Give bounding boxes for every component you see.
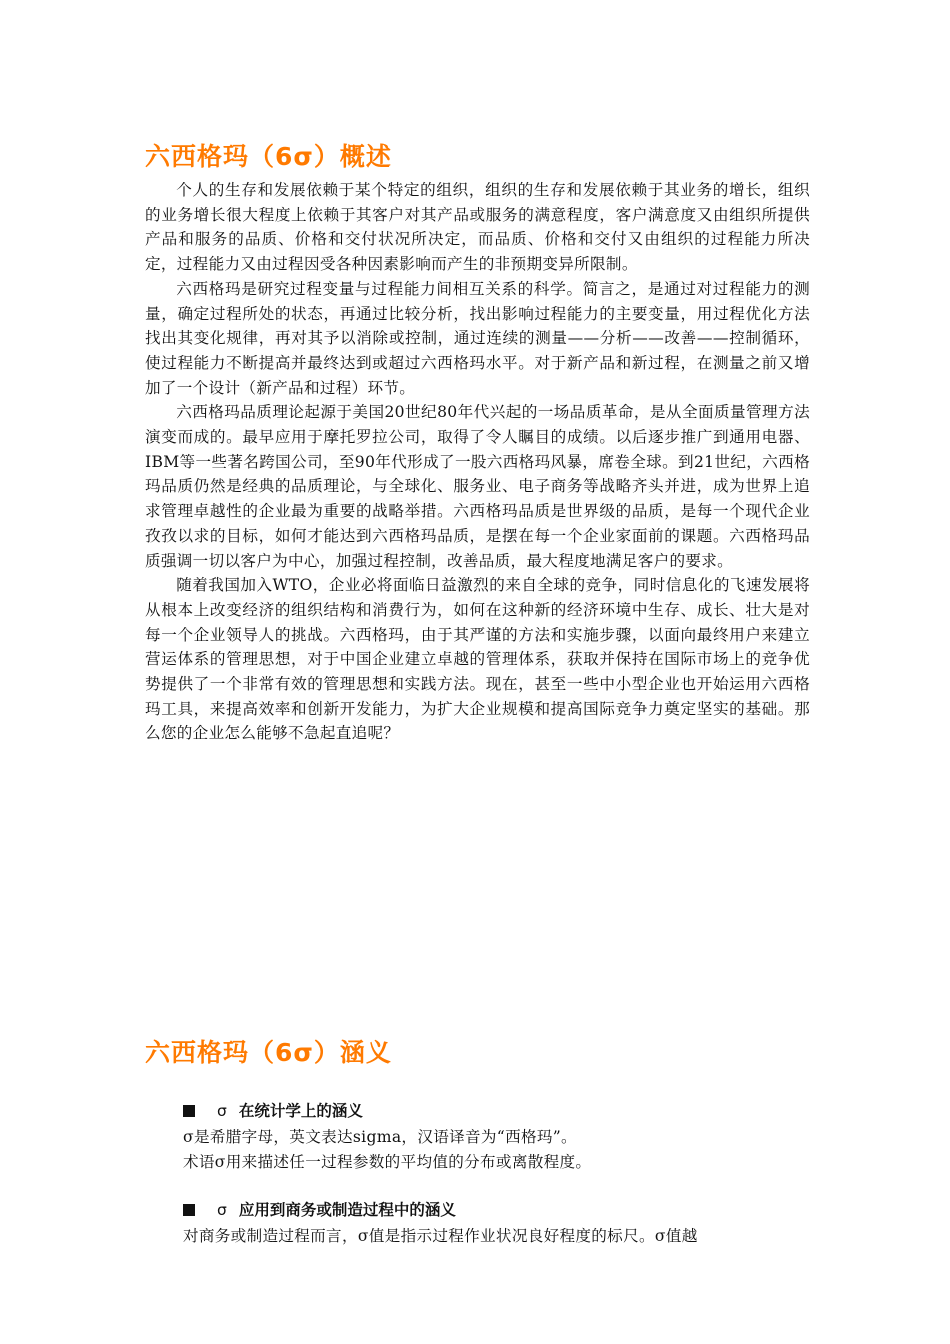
- heading-text: 应用到商务或制造过程中的涵义: [238, 1201, 456, 1219]
- text-line: 对商务或制造过程而言，σ值是指示过程作业状况良好程度的标尺。σ值越: [183, 1227, 698, 1245]
- sigma-symbol: σ: [217, 1102, 227, 1120]
- text-line: σ是希腊字母，英文表达sigma，汉语译音为“西格玛”。: [183, 1128, 577, 1146]
- overview-body: [145, 178, 810, 746]
- section-title-meaning: 六西格玛（6σ）涵义: [145, 1038, 392, 1067]
- paragraph: 随着我国加入WTO，企业必将面临日益激烈的来自全球的竞争，同时信息化的飞速发展将从根本上改变经济的组织结构和消费行为，如何在这种新的经济环境中生存、成长、壮大是对每一个企业领导人的挑战。六西格玛，由于其严谨的方法和实施步骤，以面向最终用户来建立营运体系的管理思想，对于中国企业建立卓越的管理体系，获取并保持在国际市场上的竞争优势提供了一个非常有效的管理思想和实践方法。现在，甚至一些中小型企业也开始运用六西格玛工具，来提高效率和创新开发能力，为扩大企业规模和提高国际竞争力奠定坚实的基础。那么您的企业怎么能够不急起直追呢？: [145, 576, 810, 743]
- bullet-heading-statistics: [183, 1099, 363, 1121]
- paragraph: 个人的生存和发展依赖于某个特定的组织，组织的生存和发展依赖于其业务的增长，组织的业务增长很大程度上依赖于其客户对其产品或服务的满意程度，客户满意度又由组织所提供产品和服务的品质、价格和交付状况所决定，而品质、价格和交付又由组织的过程能力所决定，过程能力又由过程因受各种因素影响而产生的非预期变异所限制。: [145, 181, 810, 274]
- text-line: 术语σ用来描述任一过程参数的平均值的分布或离散程度。: [183, 1153, 592, 1171]
- square-bullet-icon: [183, 1105, 195, 1117]
- section-title-overview: 六西格玛（6σ）概述: [145, 142, 392, 171]
- heading-text: 在统计学上的涵义: [238, 1102, 363, 1120]
- square-bullet-icon: [183, 1204, 195, 1216]
- sigma-symbol: σ: [217, 1201, 227, 1219]
- paragraph: 六西格玛品质理论起源于美国20世纪80年代兴起的一场品质革命，是从全面质量管理方法演变而成的。最早应用于摩托罗拉公司，取得了令人瞩目的成绩。以后逐步推广到通用电器、IBM等一些著名跨国公司，至90年代形成了一股六西格玛风暴，席卷全球。到21世纪，六西格玛品质仍然是经典的品质理论，与全球化、服务业、电子商务等战略齐头并进，成为世界上追求管理卓越性的企业最为重要的战略举措。六西格玛品质是世界级的品质，是每一个现代企业孜孜以求的目标，如何才能达到六西格玛品质，是摆在每一个企业家面前的课题。六西格玛品质强调一切以客户为中心，加强过程控制，改善品质，最大程度地满足客户的要求。: [145, 403, 810, 570]
- bullet-heading-business: [183, 1198, 456, 1220]
- paragraph: 六西格玛是研究过程变量与过程能力间相互关系的科学。简言之，是通过对过程能力的测量，确定过程所处的状态，再通过比较分析，找出影响过程能力的主要变量，用过程优化方法找出其变化规律，再对其予以消除或控制，通过连续的测量——分析——改善——控制循环，使过程能力不断提高并最终达到或超过六西格玛水平。对于新产品和新过程，在测量之前又增加了一个设计（新产品和过程）环节。: [145, 279, 810, 397]
